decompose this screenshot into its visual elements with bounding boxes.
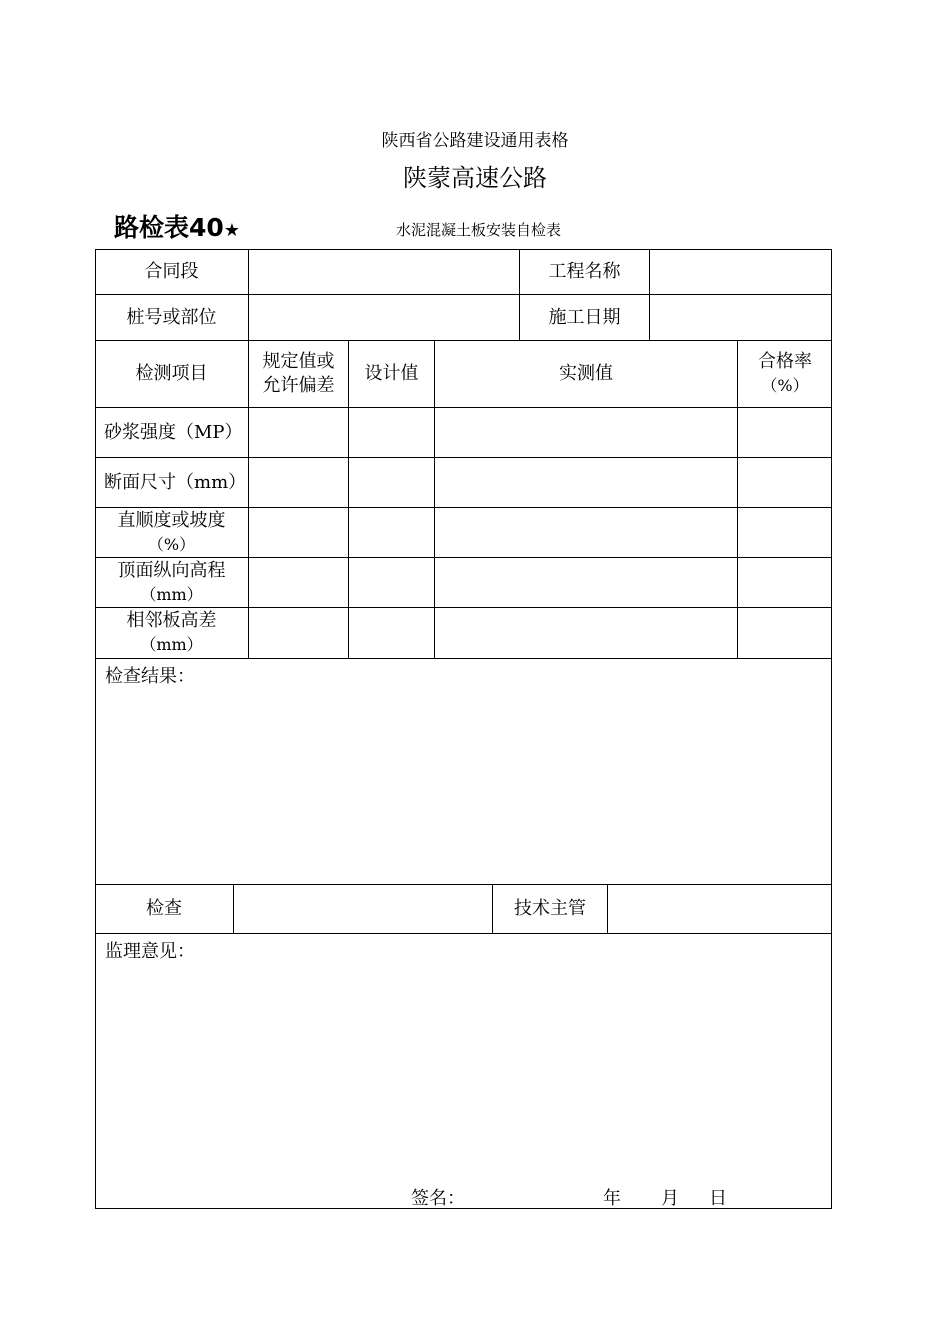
row-label-elevation	[95, 558, 248, 607]
date-label: 施工日期	[548, 306, 621, 328]
row-label-unit: （mm）	[140, 635, 203, 654]
form-code-text: 路检表	[114, 213, 190, 242]
sign-month: 月	[661, 1188, 679, 1209]
measure-cell[interactable]	[738, 408, 832, 457]
form-code	[114, 208, 240, 244]
date-field[interactable]	[650, 295, 832, 340]
station-field[interactable]	[249, 295, 519, 340]
project-name-field[interactable]	[650, 249, 832, 294]
row-label-text: 相邻板高差	[126, 610, 217, 631]
row-label-mortar	[95, 408, 248, 457]
project-name-label: 工程名称	[548, 260, 621, 282]
col-header-pass-rate	[738, 341, 832, 407]
row-label-section	[95, 458, 248, 507]
contract-field[interactable]	[249, 249, 519, 294]
row-label-text: 断面尺寸（mm）	[104, 471, 247, 493]
row-label-unit: （%）	[147, 534, 196, 554]
row-label-unit: （mm）	[140, 584, 203, 604]
sign-year: 年	[603, 1188, 621, 1209]
col-header-spec-line2: 允许偏差	[262, 375, 335, 396]
project-title: 陕蒙高速公路	[403, 164, 547, 192]
station-label: 桩号或部位	[126, 306, 217, 328]
col-header-spec-line1: 规定值或	[262, 351, 335, 372]
col-header-item: 检测项目	[135, 363, 208, 384]
row-divider	[95, 658, 832, 659]
row-label-straightness	[95, 508, 248, 557]
measure-cell[interactable]	[435, 408, 737, 457]
row-label-text: 顶面纵向高程	[117, 559, 226, 581]
form-org-title: 陕西省公路建设通用表格	[381, 131, 569, 151]
col-header-pass-line2: （%）	[761, 376, 809, 395]
opinion-label: 监理意见：	[105, 941, 195, 962]
sign-label: 签名：	[411, 1188, 465, 1209]
sign-day: 日	[709, 1188, 727, 1209]
col-header-design: 设计值	[364, 363, 419, 384]
check-field[interactable]	[234, 885, 492, 933]
measure-cell[interactable]	[349, 408, 434, 457]
star-icon: ★	[223, 220, 240, 241]
supervisor-label: 技术主管	[514, 898, 586, 919]
measure-cell[interactable]	[249, 408, 348, 457]
form-code-number: 40	[189, 213, 224, 242]
check-label: 检查	[146, 898, 182, 919]
row-label-text: 直顺度或坡度	[117, 509, 226, 531]
row-divider	[95, 933, 832, 934]
opinion-area[interactable]	[96, 965, 831, 1175]
row-label-adjacent	[95, 608, 248, 658]
form-title: 水泥混凝土板安装自检表	[396, 221, 562, 239]
row-label-text: 砂浆强度（MP）	[104, 421, 243, 443]
contract-label: 合同段	[144, 260, 199, 282]
col-header-measured: 实测值	[559, 363, 613, 384]
supervisor-field[interactable]	[608, 885, 832, 933]
result-label: 检查结果：	[105, 666, 195, 687]
result-area[interactable]	[96, 690, 831, 883]
col-header-spec	[249, 341, 348, 407]
col-header-pass-line1: 合格率	[758, 351, 812, 372]
